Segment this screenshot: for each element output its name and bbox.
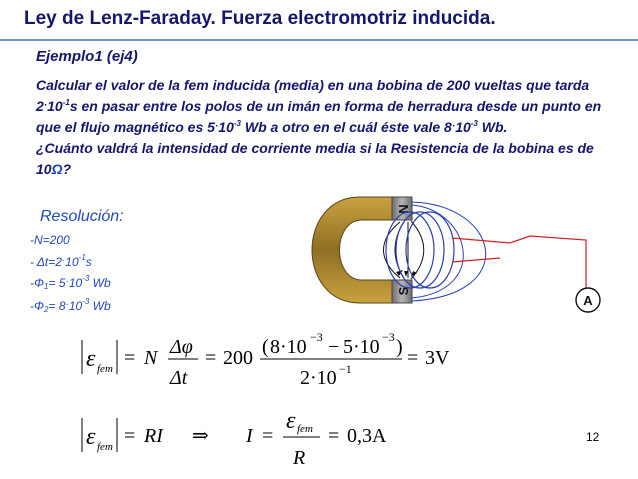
fem-subscript: fem [97, 363, 113, 375]
exponent: -1 [62, 98, 70, 107]
magnet-body [312, 197, 392, 303]
problem-text: s en pasar entre los polos de un imán en forma de herradura desde un punto en que el flujo magnético es 5 [36, 98, 602, 135]
delta-phi: Δφ [170, 336, 193, 358]
given-text: 10 [68, 299, 83, 313]
slide-title: Ley de Lenz-Faraday. Fuerza electromotriz inducida. [24, 8, 496, 29]
given-n [30, 233, 70, 247]
given-text: s [85, 255, 92, 269]
resolution-title: Resolución: [40, 208, 124, 225]
equals-sign: = [124, 425, 136, 447]
given-text: 10 [65, 255, 79, 269]
problem-text: ¿Cuánto valdrá la intensidad de corriente media si la Resistencia de la bobina es de 10 [36, 140, 594, 177]
example-title: Ejemplo1 (ej4) [36, 48, 138, 65]
exponent: -3 [470, 119, 478, 128]
minus-sign: − [328, 336, 340, 358]
multiply-dot: · [61, 255, 66, 266]
ohm-symbol: Ω [51, 161, 63, 177]
problem-paragraph-1 [20, 75, 610, 138]
epsilon-symbol: ε [86, 346, 96, 372]
given-n-text: -N=200 [30, 233, 70, 247]
given-text: = 8 [48, 299, 66, 313]
subscript: 1 [44, 282, 49, 291]
resistance-current: RI [144, 425, 163, 447]
equals-sign: = [407, 347, 419, 369]
numerator-term1: 8·10 [270, 336, 307, 358]
coil-loops [386, 212, 454, 288]
emf-result: 3V [425, 347, 450, 369]
problem-text: ? [62, 161, 72, 177]
equals-sign: = [328, 425, 340, 447]
problem-paragraph-2 [20, 138, 610, 180]
resistance-symbol: R [293, 447, 306, 469]
multiply-dot: · [65, 276, 69, 287]
numerator-exponent2: −3 [382, 330, 395, 344]
given-phi1 [30, 276, 111, 290]
north-label: N [396, 204, 411, 214]
given-text: -Φ [30, 276, 45, 290]
right-paren: ) [396, 336, 403, 358]
problem-statement [20, 75, 610, 180]
given-text: = 5 [48, 276, 66, 290]
given-text: Wb [89, 276, 111, 290]
south-label: S [396, 286, 411, 296]
problem-text: 10 [455, 119, 471, 135]
epsilon-symbol: ε [286, 408, 296, 434]
numerator-term2: 5·10 [343, 336, 380, 358]
multiply-dot: · [65, 299, 69, 310]
implies-arrow: ⇒ [192, 425, 209, 447]
given-text: Wb [89, 299, 111, 313]
exponent: -1 [78, 253, 86, 262]
given-text: - Δt=2 [30, 255, 62, 269]
numerator-exponent1: −3 [310, 330, 323, 344]
exponent: -3 [233, 119, 241, 128]
epsilon-symbol: ε [86, 424, 96, 450]
equals-sign: = [262, 425, 274, 447]
exponent: -3 [82, 297, 90, 306]
exponent: -3 [82, 274, 90, 283]
given-phi2 [30, 299, 111, 313]
problem-text: 10 [47, 98, 63, 114]
formula-current [70, 395, 490, 475]
problem-text: Wb. [477, 119, 508, 135]
ammeter-label: A [583, 293, 593, 308]
turns-symbol: N [144, 347, 158, 369]
problem-text: Wb a otro en el cuál éste vale 8 [240, 119, 452, 135]
problem-text: 10 [218, 119, 234, 135]
denominator-exponent: −1 [339, 362, 352, 376]
current-symbol: I [246, 425, 253, 447]
denominator-term: 2·10 [300, 367, 337, 389]
formula-emf [70, 318, 470, 393]
current-result: 0,3A [347, 425, 387, 447]
delta-t: Δt [170, 367, 188, 389]
given-dt [30, 255, 92, 269]
fem-subscript: fem [297, 423, 313, 435]
turns-value: 200 [223, 347, 253, 369]
equals-sign: = [205, 347, 217, 369]
left-paren: ( [262, 336, 269, 358]
given-text: -Φ [30, 299, 45, 313]
subscript: 2 [44, 305, 49, 314]
equals-sign: = [124, 347, 136, 369]
given-text: 10 [68, 276, 83, 290]
multiply-dot: · [451, 121, 456, 132]
multiply-dot: · [43, 100, 48, 111]
horseshoe-magnet-figure [260, 190, 620, 325]
page-number: 12 [586, 430, 600, 444]
problem-text: Calcular el valor de la fem inducida (media) en una bobina de 200 vueltas que tarda 2 [36, 77, 590, 114]
fem-subscript: fem [97, 441, 113, 453]
multiply-dot: · [214, 121, 219, 132]
title-divider [0, 39, 638, 41]
